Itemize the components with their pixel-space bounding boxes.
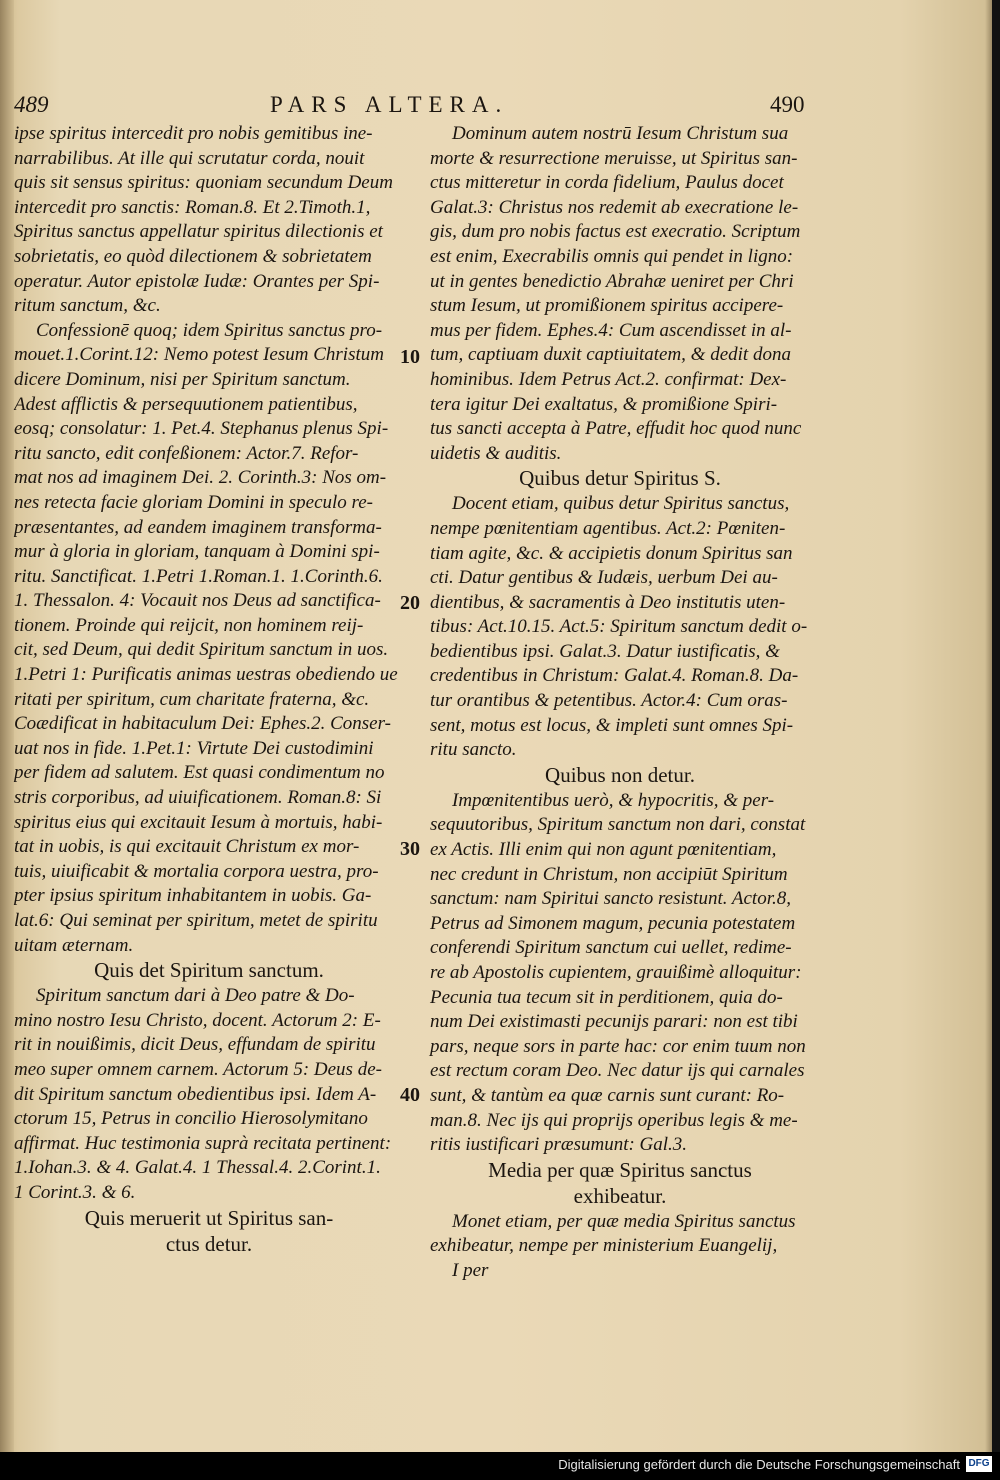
text-line: Confessionē quoq; idem Spiritus sanctus pro-	[36, 319, 383, 341]
text-line: tur orantibus & petentibus. Actor.4: Cum oras-	[430, 690, 788, 712]
text-line: tibus: Act.10.15. Act.5: Spiritum sanctum dedit o-	[430, 616, 808, 638]
line-number-10: 10	[400, 346, 420, 368]
left-text-column	[14, 122, 404, 1258]
text-line: est enim, Execrabilis omnis qui pendet in ligno:	[430, 245, 794, 267]
text-line: sunt, & tantùm ea quæ carnis sunt curant: Ro-	[430, 1084, 785, 1106]
text-line: tera igitur Dei exaltatus, & promißione Spiri-	[430, 393, 778, 415]
page-number-right: 490	[770, 92, 805, 117]
text-line: dit Spiritum sanctum obedientibus ipsi. Idem A-	[14, 1083, 377, 1105]
text-line: 1. Thessalon. 4: Vocauit nos Deus ad sanctifica-	[14, 590, 381, 612]
text-line: ritu. Sanctificat. 1.Petri 1.Roman.1. 1.Corinth.6.	[14, 565, 383, 587]
text-line: Impœnitentibus uerò, & hypocritis, & per-	[452, 789, 775, 811]
text-line: 1 Corint.3. & 6.	[14, 1181, 136, 1203]
text-line: mus per fidem. Ephes.4: Cum ascendisset in al-	[430, 319, 792, 341]
text-line: sent, motus est locus, & impleti sunt omnes Spi-	[430, 714, 794, 736]
text-line: mat nos ad imaginem Dei. 2. Corinth.3: Nos om-	[14, 467, 387, 489]
text-line: mino nostro Iesu Christo, docent. Actorum 2: E-	[14, 1009, 381, 1031]
section-heading: exhibeatur.	[573, 1183, 667, 1208]
text-line: sobrietatis, eo quòd dilectionem & sobrietatem	[14, 245, 372, 267]
text-line: ut in gentes benedictio Abrahæ ueniret per Chri	[430, 270, 794, 292]
text-line: num Dei existimasti pecunijs parari: non est tibi	[430, 1011, 798, 1033]
text-line: mouet.1.Corint.12: Nemo potest Iesum Christum	[14, 344, 384, 366]
line-number-30: 30	[400, 838, 420, 860]
text-line: man.8. Nec ijs qui proprijs operibus legis & me-	[430, 1109, 798, 1131]
text-line: cti. Datur gentibus & Iudæis, uerbum Dei au-	[430, 567, 778, 589]
text-line: conferendi Spiritum sanctum cui uellet, redime-	[430, 937, 792, 959]
text-line: dientibus, & sacramentis à Deo institutis uten-	[430, 591, 786, 613]
digitization-footer	[0, 1452, 1000, 1480]
text-line: quis sit sensus spiritus: quoniam secundum Deum	[14, 172, 393, 194]
text-line: nec credunt in Christum, non accipiūt Spiritum	[430, 863, 788, 885]
text-line: operatur. Autor epistolæ Iudæ: Orantes per Spi-	[14, 270, 380, 292]
text-line: bedientibus ipsi. Galat.3. Datur iustificatis, &	[430, 640, 780, 662]
text-line: ctus mitteretur in corda fidelium, Paulus docet	[430, 172, 784, 194]
text-line: ex Actis. Illi enim qui non agunt pœnitentiam,	[430, 839, 777, 861]
text-line: 1.Iohan.3. & 4. Galat.4. 1 Thessal.4. 2.Corint.1.	[14, 1157, 381, 1179]
text-line: narrabilibus. At ille qui scrutatur corda, nouit	[14, 147, 365, 169]
text-line: Docent etiam, quibus detur Spiritus sanctus,	[452, 493, 790, 515]
text-line: nempe pœnitentiam agentibus. Act.2: Pœniten-	[430, 517, 786, 539]
section-heading: Media per quæ Spiritus sanctus	[488, 1157, 752, 1182]
text-line: ritis iustificari præsumunt: Gal.3.	[430, 1134, 688, 1156]
text-line: tus sancti accepta à Patre, effudit hoc quod nunc	[430, 418, 802, 440]
text-line: meo super omnem carnem. Actorum 5: Deus de-	[14, 1058, 382, 1080]
line-number-40: 40	[400, 1084, 420, 1106]
text-line: mur à gloria in gloriam, tanquam à Domini spi-	[14, 541, 380, 563]
text-line: uat nos in fide. 1.Pet.1: Virtute Dei custodimini	[14, 737, 374, 759]
text-line: sequutoribus, Spiritum sanctum non dari, constat	[430, 814, 806, 836]
text-line: tiam agite, &c. & accipietis donum Spiritus san	[430, 542, 793, 564]
text-line: uidetis & auditis.	[430, 442, 562, 464]
section-heading: Quibus detur Spiritus S.	[519, 466, 721, 491]
text-line: credentibus in Christum: Galat.4. Roman.8. Da-	[430, 665, 799, 687]
text-line: cit, sed Deum, qui dedit Spiritum sanctum in uos.	[14, 639, 389, 661]
text-line: tionem. Proinde qui reijcit, non hominem reij-	[14, 614, 364, 636]
text-line: tum, captiuam duxit captiuitatem, & dedit dona	[430, 344, 791, 366]
text-line: dicere Dominum, nisi per Spiritum sanctum.	[14, 368, 351, 390]
text-line: nes retecta facie gloriam Domini in speculo re-	[14, 491, 373, 513]
section-heading: Quis det Spiritum sanctum.	[94, 958, 324, 983]
text-line: exhibeatur, nempe per ministerium Euangelij,	[430, 1235, 778, 1257]
text-line: rit in nouißimis, dicit Deus, effundam de spiritu	[14, 1034, 376, 1056]
text-line: spiritus eius qui excitauit Iesum à mortuis, habi-	[14, 811, 383, 833]
text-line: Coædificat in habitaculum Dei: Ephes.2. Conser-	[14, 713, 391, 735]
running-header	[0, 92, 992, 126]
text-line: ritu sancto, edit confeßionem: Actor.7. Refor-	[14, 442, 359, 464]
text-line: pter ipsius spiritum inhabitantem in uobis. Ga-	[14, 885, 372, 907]
text-line: ritati per spiritum, cum charitate fraterna, &c.	[14, 688, 370, 710]
text-line: ctorum 15, Petrus in concilio Hierosolymitano	[14, 1108, 368, 1130]
text-line: ritum sanctum, &c.	[14, 295, 161, 317]
text-line: affirmat. Huc testimonia suprà recitata pertinent:	[14, 1132, 392, 1154]
text-line: re ab Apostolis cupientem, grauißimè alloquitur:	[430, 962, 802, 983]
text-line: Spiritus sanctus appellatur spiritus dilectionis et	[14, 221, 383, 243]
running-title: PARS ALTERA.	[270, 92, 509, 117]
text-line: Spiritum sanctum dari à Deo patre & Do-	[36, 985, 355, 1007]
text-line: 1.Petri 1: Purificatis animas uestras obediendo ue	[14, 664, 398, 686]
text-line: ritu sancto.	[430, 739, 517, 761]
text-line: I per	[452, 1259, 489, 1281]
text-line: sanctum: nam Spiritui sancto resistunt. Actor.8,	[430, 888, 791, 910]
section-heading: Quibus non detur.	[545, 762, 695, 787]
section-heading: ctus detur.	[165, 1231, 253, 1256]
text-line: stum Iesum, ut promißionem spiritus accipere-	[430, 295, 784, 317]
text-line: tat in uobis, is qui excitauit Christum ex mor-	[14, 836, 360, 858]
funding-notice: Digitalisierung gefördert durch die Deutsche Forschungsgemeinschaft	[558, 1457, 960, 1472]
text-line: pars, neque sors in parte hac: cor enim tuum non	[430, 1035, 806, 1057]
text-line: Adest afflictis & persequutionem patientibus,	[14, 393, 358, 415]
page-number-left: 489	[14, 92, 49, 117]
text-line: morte & resurrectione meruisse, ut Spiritus san-	[430, 147, 798, 169]
text-line: hominibus. Idem Petrus Act.2. confirmat: Dex-	[430, 368, 787, 390]
text-line: lat.6: Qui seminat per spiritum, metet de spiritu	[14, 910, 378, 931]
section-heading: Quis meruerit ut Spiritus san-	[84, 1205, 334, 1230]
line-number-20: 20	[400, 592, 420, 614]
text-line: Pecunia tua tecum sit in perditionem, quia do-	[430, 986, 783, 1008]
text-line: Dominum autem nostrū Iesum Christum sua	[452, 123, 789, 144]
text-line: uitam æternam.	[14, 934, 134, 956]
text-line: ipse spiritus intercedit pro nobis gemitibus ine-	[14, 123, 373, 144]
text-line: est rectum coram Deo. Nec datur ijs qui carnales	[430, 1060, 805, 1082]
text-line: per fidem ad salutem. Est quasi condimentum no	[14, 762, 385, 784]
text-line: præsentantes, ad eandem imaginem transforma-	[14, 516, 382, 538]
text-line: tuis, uiuificabit & mortalia corpora uestra, pro-	[14, 860, 379, 882]
text-line: eosq; consolatur: 1. Pet.4. Stephanus plenus Spi-	[14, 418, 389, 440]
text-line: Petrus ad Simonem magum, pecunia potestatem	[430, 912, 796, 934]
right-text-column	[430, 122, 810, 1284]
text-line: Monet etiam, per quæ media Spiritus sanctus	[452, 1210, 796, 1232]
text-line: Galat.3: Christus nos redemit ab execratione le-	[430, 196, 799, 218]
text-line: stris corporibus, ad uiuificationem. Roman.8: Si	[14, 787, 382, 809]
text-line: intercedit pro sanctis: Roman.8. Et 2.Timoth.1,	[14, 196, 371, 218]
text-line: gis, dum pro nobis factus est execratio. Scriptum	[430, 221, 801, 243]
dfg-logo: DFG	[966, 1456, 992, 1472]
